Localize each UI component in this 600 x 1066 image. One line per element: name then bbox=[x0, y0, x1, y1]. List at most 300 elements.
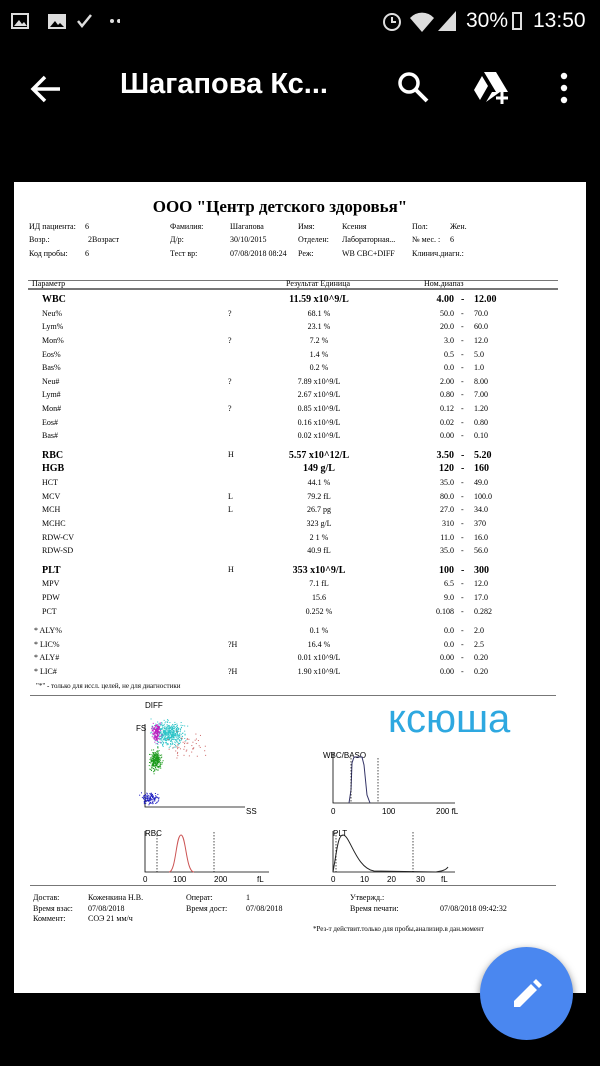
scatter-point bbox=[181, 738, 182, 739]
scatter-point bbox=[160, 722, 161, 723]
scatter-point bbox=[164, 737, 165, 738]
scatter-point bbox=[172, 737, 173, 738]
scatter-point bbox=[152, 726, 153, 727]
scatter-point bbox=[150, 763, 151, 764]
scatter-point bbox=[148, 804, 149, 805]
scatter-point bbox=[179, 733, 180, 734]
scatter-point bbox=[178, 747, 179, 748]
range-high: 0.80 bbox=[474, 417, 488, 427]
edit-pencil-icon bbox=[511, 978, 543, 1010]
scatter-point bbox=[161, 723, 162, 724]
wbc-tick: 100 bbox=[382, 807, 396, 816]
param-name: Bas# bbox=[42, 431, 58, 441]
scatter-point bbox=[198, 740, 199, 741]
param-name: MCHC bbox=[42, 518, 66, 528]
clock: 13:50 bbox=[533, 9, 586, 32]
scatter-point bbox=[142, 797, 143, 798]
scatter-point bbox=[145, 803, 146, 804]
param-name: RDW-CV bbox=[42, 532, 74, 542]
scatter-point bbox=[156, 739, 157, 740]
scatter-point bbox=[200, 747, 201, 748]
range-low: 0.12 bbox=[440, 403, 454, 413]
scatter-point bbox=[205, 755, 206, 756]
edit-button[interactable] bbox=[480, 947, 573, 1040]
scatter-point bbox=[163, 730, 164, 731]
scatter-point bbox=[169, 730, 170, 731]
info-value: Ксения bbox=[342, 222, 367, 231]
scatter-point bbox=[153, 760, 154, 761]
result-value: 7.2 % bbox=[309, 335, 329, 345]
scatter-point bbox=[157, 756, 158, 757]
scatter-point bbox=[158, 726, 159, 727]
result-value: 7.89 x10^9/L bbox=[297, 376, 341, 386]
result-value: 1.4 % bbox=[309, 349, 329, 359]
scatter-point bbox=[150, 732, 151, 733]
scatter-point bbox=[174, 724, 175, 725]
scatter-point bbox=[155, 803, 156, 804]
footer-value: СОЭ 21 мм/ч bbox=[88, 914, 133, 923]
range-low: 0.00 bbox=[440, 653, 454, 663]
scatter-point bbox=[157, 732, 158, 733]
scatter-point bbox=[172, 739, 173, 740]
scatter-point bbox=[167, 729, 168, 730]
scatter-point bbox=[154, 773, 155, 774]
param-name: Mon# bbox=[42, 403, 62, 413]
range-dash: - bbox=[461, 417, 464, 427]
scatter-point bbox=[153, 749, 154, 750]
scatter-point bbox=[177, 753, 178, 754]
scatter-point bbox=[161, 722, 162, 723]
scatter-point bbox=[152, 756, 153, 757]
scatter-point bbox=[156, 728, 157, 729]
scatter-point bbox=[157, 734, 158, 735]
range-high: 34.0 bbox=[474, 505, 488, 515]
scatter-point bbox=[151, 766, 152, 767]
param-name: Eos% bbox=[42, 349, 61, 359]
info-value: 6 bbox=[85, 249, 89, 258]
scatter-point bbox=[143, 795, 144, 796]
scatter-point bbox=[153, 752, 154, 753]
scatter-point bbox=[171, 741, 172, 742]
result-value: 1.90 x10^9/L bbox=[297, 667, 341, 676]
scatter-point bbox=[187, 743, 188, 744]
scatter-point bbox=[161, 742, 162, 743]
range-low: 6.5 bbox=[444, 579, 454, 589]
info-label: № мес. : bbox=[412, 235, 441, 244]
scatter-point bbox=[146, 798, 147, 799]
scatter-point bbox=[173, 735, 174, 736]
range-dash: - bbox=[461, 294, 465, 305]
range-dash: - bbox=[461, 653, 464, 663]
scatter-point bbox=[170, 746, 171, 747]
scatter-point bbox=[177, 739, 178, 740]
scatter-point bbox=[163, 736, 164, 737]
scatter-point bbox=[146, 795, 147, 796]
scatter-point bbox=[172, 728, 173, 729]
scatter-point bbox=[149, 799, 150, 800]
scatter-point bbox=[160, 762, 161, 763]
range-low: 20.0 bbox=[440, 322, 454, 332]
scatter-point bbox=[178, 736, 179, 737]
scatter-point bbox=[184, 741, 185, 742]
range-high: 56.0 bbox=[474, 546, 488, 556]
scatter-point bbox=[155, 740, 156, 741]
scatter-point bbox=[155, 756, 156, 757]
param-name: WBC bbox=[42, 294, 66, 305]
divider bbox=[28, 288, 558, 290]
scatter-point bbox=[177, 748, 178, 749]
range-high: 5.0 bbox=[474, 349, 484, 359]
scatter-point bbox=[167, 738, 168, 739]
result-value: 323 g/L bbox=[306, 518, 332, 528]
scatter-point bbox=[156, 757, 157, 758]
scatter-point bbox=[171, 729, 172, 730]
scatter-point bbox=[151, 732, 152, 733]
scatter-point bbox=[166, 743, 167, 744]
scatter-point bbox=[156, 769, 157, 770]
range-dash: - bbox=[461, 308, 464, 318]
scatter-point bbox=[155, 795, 156, 796]
info-label: Фамилия: bbox=[170, 222, 204, 231]
range-low: 27.0 bbox=[440, 505, 454, 515]
scatter-point bbox=[159, 738, 160, 739]
param-name: Neu# bbox=[42, 376, 60, 386]
scatter-point bbox=[174, 722, 175, 723]
scatter-point bbox=[200, 735, 201, 736]
scatter-point bbox=[176, 729, 177, 730]
scatter-point bbox=[167, 731, 168, 732]
scatter-point bbox=[158, 736, 159, 737]
result-value: 0.2 % bbox=[309, 363, 329, 373]
result-value: 0.16 x10^9/L bbox=[297, 417, 341, 427]
scatter-point bbox=[186, 751, 187, 752]
scatter-point bbox=[160, 724, 161, 725]
range-dash: - bbox=[461, 322, 464, 332]
scatter-point bbox=[165, 738, 166, 739]
scatter-point bbox=[166, 738, 167, 739]
param-name: PCT bbox=[42, 606, 57, 616]
scatter-point bbox=[157, 754, 158, 755]
result-value: 2 1 % bbox=[309, 532, 329, 542]
scatter-point bbox=[177, 727, 178, 728]
footer-value: 1 bbox=[246, 893, 250, 902]
scatter-point bbox=[164, 734, 165, 735]
scatter-point bbox=[160, 758, 161, 759]
scatter-point bbox=[164, 727, 165, 728]
range-high: 0.282 bbox=[474, 606, 492, 616]
scatter-point bbox=[175, 747, 176, 748]
scatter-point bbox=[143, 798, 144, 799]
range-high: 300 bbox=[474, 564, 489, 576]
scatter-point bbox=[153, 761, 154, 762]
scatter-point bbox=[143, 797, 144, 798]
scatter-point bbox=[180, 729, 181, 730]
scatter-point bbox=[155, 757, 156, 758]
scatter-point bbox=[141, 792, 142, 793]
footer-label: Время взас: bbox=[33, 903, 73, 913]
scatter-point bbox=[145, 794, 146, 795]
clinic-title: ООО "Центр детского здоровья" bbox=[152, 197, 408, 216]
scatter-point bbox=[181, 734, 182, 735]
range-dash: - bbox=[461, 390, 464, 400]
info-value: 6 bbox=[85, 222, 89, 231]
scatter-point bbox=[152, 764, 153, 765]
footer-label: Достав: bbox=[33, 893, 60, 902]
scatter-point bbox=[152, 797, 153, 798]
footer-label: Время дост: bbox=[186, 903, 228, 913]
info-value: 07/08/2018 08:24 bbox=[230, 249, 287, 258]
scatter-point bbox=[153, 754, 154, 755]
scatter-point bbox=[196, 739, 197, 740]
scatter-point bbox=[152, 763, 153, 764]
scatter-point bbox=[154, 739, 155, 740]
scatter-point bbox=[149, 798, 150, 799]
scatter-point bbox=[158, 770, 159, 771]
scatter-point bbox=[192, 742, 193, 743]
info-value: 2Возраст bbox=[88, 235, 120, 244]
scatter-point bbox=[151, 793, 152, 794]
scatter-point bbox=[166, 734, 167, 735]
scatter-point bbox=[153, 799, 154, 800]
scatter-point bbox=[150, 799, 151, 800]
scatter-point bbox=[157, 722, 158, 723]
scatter-point bbox=[156, 765, 157, 766]
scatter-point bbox=[150, 754, 151, 755]
scatter-point bbox=[156, 730, 157, 731]
result-value: 0.252 % bbox=[305, 606, 333, 616]
scatter-point bbox=[155, 767, 156, 768]
result-value: 23.1 % bbox=[307, 322, 331, 332]
param-name: Eos# bbox=[42, 417, 58, 427]
scatter-point bbox=[171, 739, 172, 740]
more-vert-icon[interactable] bbox=[556, 72, 572, 106]
range-dash: - bbox=[461, 579, 464, 589]
scatter-point bbox=[172, 724, 173, 725]
scatter-point bbox=[157, 770, 158, 771]
scatter-point bbox=[169, 747, 170, 748]
scatter-point bbox=[152, 733, 153, 734]
scatter-point bbox=[152, 731, 153, 732]
rbc-tick: 200 bbox=[214, 875, 228, 884]
scatter-point bbox=[158, 758, 159, 759]
scatter-point bbox=[156, 754, 157, 755]
scatter-point bbox=[196, 743, 197, 744]
scatter-point bbox=[175, 742, 176, 743]
range-low: 0.5 bbox=[444, 349, 454, 359]
range-dash: - bbox=[461, 518, 464, 528]
scatter-point bbox=[159, 732, 160, 733]
range-low: 50.0 bbox=[440, 308, 454, 318]
range-dash: - bbox=[461, 431, 464, 441]
scatter-point bbox=[157, 767, 158, 768]
scatter-point bbox=[179, 734, 180, 735]
scatter-point bbox=[166, 727, 167, 728]
scatter-point bbox=[161, 738, 162, 739]
scatter-point bbox=[174, 726, 175, 727]
scatter-point bbox=[174, 728, 175, 729]
scatter-point bbox=[160, 739, 161, 740]
scatter-point bbox=[158, 741, 159, 742]
report-page[interactable] bbox=[14, 182, 586, 993]
scatter-point bbox=[184, 731, 185, 732]
scatter-point bbox=[180, 736, 181, 737]
range-dash: - bbox=[461, 639, 464, 649]
scatter-point bbox=[158, 735, 159, 736]
toolbar bbox=[0, 44, 600, 136]
scatter-point bbox=[159, 757, 160, 758]
search-icon[interactable] bbox=[396, 70, 430, 104]
range-dash: - bbox=[461, 335, 464, 345]
scatter-point bbox=[157, 794, 158, 795]
footer-value: 07/08/2018 09:42:32 bbox=[440, 903, 507, 913]
scatter-point bbox=[161, 757, 162, 758]
scatter-point bbox=[158, 762, 159, 763]
info-value: WB CBC+DIFF bbox=[342, 249, 395, 258]
info-value: 6 bbox=[450, 235, 454, 244]
scatter-point bbox=[168, 731, 169, 732]
scatter-point bbox=[169, 722, 170, 723]
plt-tick: fL bbox=[441, 875, 448, 884]
scatter-point bbox=[177, 745, 178, 746]
scatter-point bbox=[167, 727, 168, 728]
plt-title: PLT bbox=[333, 829, 348, 838]
range-dash: - bbox=[461, 376, 464, 386]
scatter-point bbox=[170, 737, 171, 738]
divider bbox=[30, 885, 556, 886]
scatter-point bbox=[157, 724, 158, 725]
scatter-point bbox=[159, 736, 160, 737]
system-icons bbox=[380, 9, 460, 33]
scatter-point bbox=[172, 731, 173, 732]
scatter-point bbox=[154, 733, 155, 734]
scatter-point bbox=[179, 737, 180, 738]
battery-icon bbox=[512, 12, 522, 30]
scatter-point bbox=[161, 740, 162, 741]
range-low: 0.00 bbox=[440, 431, 454, 441]
scatter-point bbox=[158, 729, 159, 730]
scatter-point bbox=[187, 739, 188, 740]
scatter-point bbox=[176, 731, 177, 732]
param-name: Lym% bbox=[42, 322, 64, 332]
scatter-point bbox=[162, 744, 163, 745]
range-dash: - bbox=[461, 606, 464, 616]
scatter-point bbox=[167, 724, 168, 725]
scatter-point bbox=[192, 748, 193, 749]
scatter-point bbox=[174, 727, 175, 728]
param-name: RBC bbox=[42, 449, 64, 461]
scatter-point bbox=[152, 736, 153, 737]
range-high: 49.0 bbox=[474, 478, 488, 488]
scatter-point bbox=[154, 769, 155, 770]
scatter-point bbox=[149, 754, 150, 755]
scatter-point bbox=[163, 746, 164, 747]
param-name: PDW bbox=[42, 593, 60, 602]
result-value: 149 g/L bbox=[303, 463, 335, 475]
scatter-point bbox=[147, 795, 148, 796]
footer-value: Коженкина Н.В. bbox=[88, 893, 144, 902]
param-name: HGB bbox=[42, 463, 65, 475]
range-high: 1.0 bbox=[474, 363, 484, 373]
scatter-point bbox=[151, 770, 152, 771]
scatter-point bbox=[185, 740, 186, 741]
scatter-point bbox=[168, 726, 169, 727]
scatter-point bbox=[175, 724, 176, 725]
range-high: 17.0 bbox=[474, 593, 488, 602]
scatter-point bbox=[179, 740, 180, 741]
scatter-point bbox=[164, 724, 165, 725]
scatter-point bbox=[160, 730, 161, 731]
range-high: 12.0 bbox=[474, 579, 488, 589]
scatter-point bbox=[182, 733, 183, 734]
scatter-point bbox=[170, 727, 171, 728]
footer-label: Утвержд.: bbox=[350, 893, 385, 902]
scatter-point bbox=[158, 727, 159, 728]
info-value: Шагапова bbox=[230, 222, 264, 231]
info-label: Отделен: bbox=[298, 235, 329, 244]
scatter-point bbox=[164, 726, 165, 727]
scatter-point bbox=[152, 755, 153, 756]
scatter-point bbox=[197, 756, 198, 757]
scatter-point bbox=[182, 736, 183, 737]
scatter-point bbox=[161, 755, 162, 756]
scatter-point bbox=[150, 802, 151, 803]
header-result: Результат Единица bbox=[286, 279, 351, 288]
scatter-point bbox=[165, 721, 166, 722]
back-arrow-icon[interactable] bbox=[30, 74, 62, 104]
range-dash: - bbox=[461, 349, 464, 359]
drive-add-icon[interactable] bbox=[472, 70, 512, 106]
scatter-point bbox=[157, 752, 158, 753]
scatter-point bbox=[175, 735, 176, 736]
scatter-point bbox=[156, 751, 157, 752]
scatter-point bbox=[160, 725, 161, 726]
scatter-point bbox=[159, 767, 160, 768]
flag: ?H bbox=[228, 667, 238, 676]
scatter-point bbox=[151, 803, 152, 804]
scatter-point bbox=[158, 801, 159, 802]
scatter-point bbox=[157, 728, 158, 729]
range-dash: - bbox=[461, 505, 464, 515]
scatter-point bbox=[163, 742, 164, 743]
scatter-point bbox=[151, 718, 152, 719]
scatter-point bbox=[163, 732, 164, 733]
scatter-point bbox=[158, 766, 159, 767]
scatter-point bbox=[149, 796, 150, 797]
range-low: 9.0 bbox=[444, 593, 454, 602]
footer-label: Коммент: bbox=[33, 914, 66, 923]
wbc-tick: 0 bbox=[331, 807, 336, 816]
scatter-point bbox=[156, 756, 157, 757]
scatter-point bbox=[191, 752, 192, 753]
scatter-point bbox=[149, 762, 150, 763]
scatter-point bbox=[160, 755, 161, 756]
wbc-title: WBC/BASO bbox=[323, 751, 367, 760]
scatter-point bbox=[159, 755, 160, 756]
scatter-point bbox=[181, 722, 182, 723]
footer-label: Время печати: bbox=[350, 903, 399, 913]
range-dash: - bbox=[461, 478, 464, 488]
scatter-point bbox=[152, 727, 153, 728]
range-high: 0.20 bbox=[474, 653, 488, 663]
info-label: Имя: bbox=[298, 222, 315, 231]
scatter-point bbox=[165, 736, 166, 737]
scatter-point bbox=[153, 731, 154, 732]
param-name: PLT bbox=[42, 564, 61, 576]
range-low: 100 bbox=[439, 564, 454, 576]
scatter-point bbox=[171, 734, 172, 735]
scatter-point bbox=[153, 733, 154, 734]
diff-scatter bbox=[136, 701, 257, 816]
